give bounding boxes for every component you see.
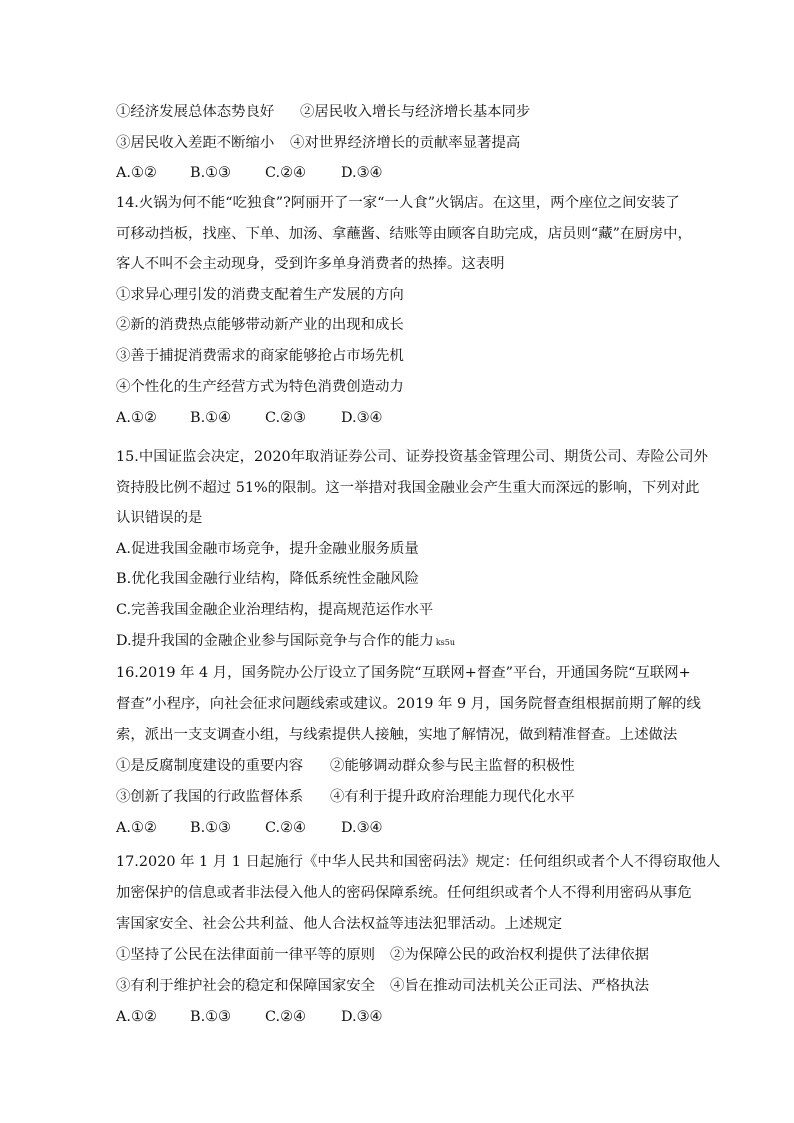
q14-choice-d: D.③④ xyxy=(341,410,383,426)
q16-statement-4: ④有利于提升政府治理能力现代化水平 xyxy=(330,789,575,805)
q15-stem-line-2: 资持股比例不超过 51%的限制。这一举措对我国金融业会产生重大而深远的影响，下列对此 xyxy=(116,480,700,496)
q14-stem-line-3: 客人不叫不会主动现身，受到许多单身消费者的热捧。这表明 xyxy=(116,256,505,272)
q13-statement-1: ①经济发展总体态势良好 xyxy=(116,104,275,120)
q13-statement-2: ②居民收入增长与经济增长基本同步 xyxy=(300,104,531,120)
q14-statement-1: ①求异心理引发的消费支配着生产发展的方向 xyxy=(116,287,404,303)
q15-option-d-row xyxy=(116,631,455,653)
q17-choice-c: C.②④ xyxy=(265,1009,306,1025)
q17-stem-line-1: 17.2020 年 1 月 1 日起施行《中华人民共和国密码法》规定：任何组织或者个人不得窃取他人 xyxy=(116,854,721,870)
q14-statement-4: ④个性化的生产经营方式为特色消费创造动力 xyxy=(116,379,404,395)
q15-stem-line-3: 认识错误的是 xyxy=(116,510,203,526)
q17-choice-a: A.①② xyxy=(116,1009,157,1025)
q17-choice-d: D.③④ xyxy=(341,1009,383,1025)
q16-statement-1: ①是反腐制度建设的重要内容 xyxy=(116,758,304,774)
q14-statement-3: ③善于捕捉消费需求的商家能够抢占市场先机 xyxy=(116,348,404,364)
q14-stem-line-1: 14.火锅为何不能“吃独食”?阿丽开了一家“一人食”火锅店。在这里，两个座位之间安装了 xyxy=(116,195,680,211)
q16-choice-d: D.③④ xyxy=(341,820,383,836)
q13-choice-a: A.①② xyxy=(116,165,157,181)
q15-option-c: C.完善我国金融企业治理结构，提高规范运作水平 xyxy=(116,602,434,618)
q13-choice-b: B.①③ xyxy=(190,165,231,181)
q16-choice-a: A.①② xyxy=(116,820,157,836)
q17-statement-1: ①坚持了公民在法律面前一律平等的原则 xyxy=(116,947,376,963)
q17-choice-b: B.①③ xyxy=(190,1009,231,1025)
q16-choice-c: C.②④ xyxy=(265,820,306,836)
q17-stem-line-3: 害国家安全、社会公共利益、他人合法权益等违法犯罪活动。上述规定 xyxy=(116,916,563,932)
q16-statement-2: ②能够调动群众参与民主监督的积极性 xyxy=(330,758,575,774)
q13-choice-c: C.②④ xyxy=(265,165,306,181)
q14-choice-b: B.①④ xyxy=(190,410,231,426)
q16-choice-b: B.①③ xyxy=(190,820,231,836)
q16-stem-line-1: 16.2019 年 4 月，国务院办公厅设立了国务院“互联网+督查”平台，开通国务院“互联网+ xyxy=(116,665,691,681)
q16-stem-line-2: 督查”小程序，向社会征求问题线索或建议。2019 年 9 月，国务院督查组根据前期了解的线 xyxy=(116,696,701,712)
q17-statement-2: ②为保障公民的政治权利提供了法律依据 xyxy=(390,947,650,963)
q14-choice-c: C.②③ xyxy=(265,410,306,426)
q14-choice-a: A.①② xyxy=(116,410,157,426)
q15-option-d: D.提升我国的金融企业参与国际竞争与合作的能力 xyxy=(116,633,434,649)
q13-statement-4: ④对世界经济增长的贡献率显著提高 xyxy=(290,135,521,151)
q17-statement-3: ③有利于维护社会的稳定和保障国家安全 xyxy=(116,978,376,994)
q14-statement-2: ②新的消费热点能够带动新产业的出现和成长 xyxy=(116,317,404,333)
q17-statement-4: ④旨在推动司法机关公正司法、严格执法 xyxy=(390,978,650,994)
q17-stem-line-2: 加密保护的信息或者非法侵入他人的密码保障系统。任何组织或者个人不得利用密码从事危 xyxy=(116,885,692,901)
q15-option-a: A.促进我国金融市场竞争，提升金融业服务质量 xyxy=(116,541,419,557)
q16-stem-line-3: 索，派出一支支调查小组，与线索提供人接触，实地了解情况，做到精准督查。上述做法 xyxy=(116,727,678,743)
q14-stem-line-2: 可移动挡板，找座、下单、加汤、拿蘸酱、结账等由顾客自助完成，店员则“藏”在厨房中， xyxy=(116,226,692,242)
watermark-text: ks5u xyxy=(435,638,456,647)
q16-statement-3: ③创新了我国的行政监督体系 xyxy=(116,789,304,805)
q13-statement-3: ③居民收入差距不断缩小 xyxy=(116,135,275,151)
q13-choice-d: D.③④ xyxy=(341,165,383,181)
q15-stem-line-1: 15.中国证监会决定，2020年取消证券公司、证券投资基金管理公司、期货公司、寿险公司外 xyxy=(116,449,708,465)
q15-option-b: B.优化我国金融行业结构，降低系统性金融风险 xyxy=(116,571,419,587)
